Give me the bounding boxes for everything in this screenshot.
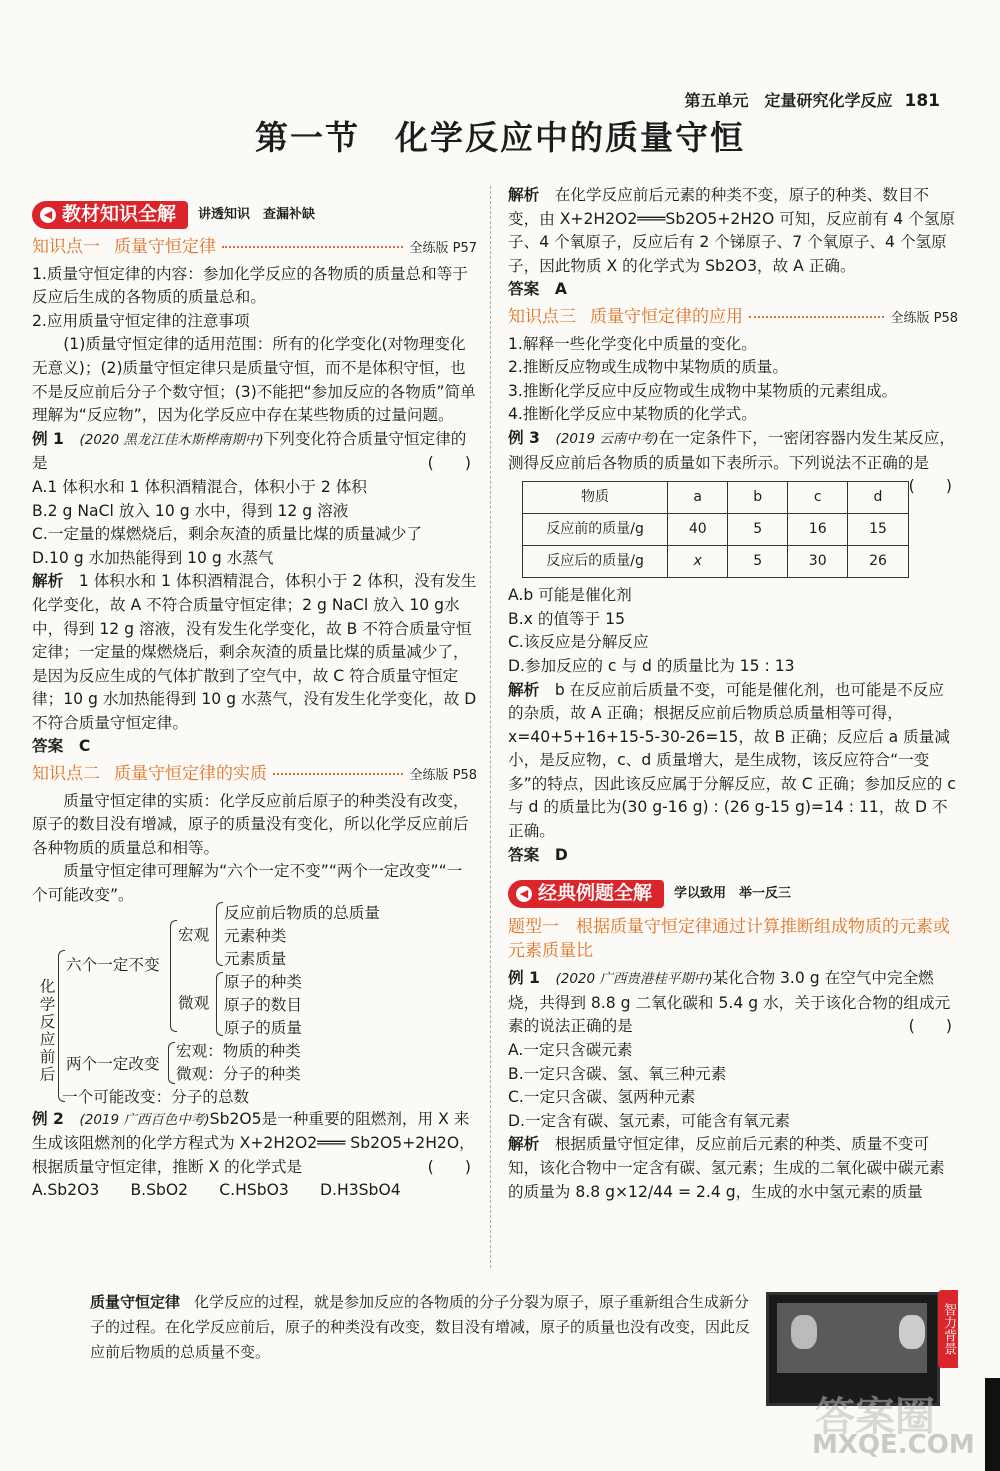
banner-label: 教材知识全解 <box>62 203 177 226</box>
speaker-icon: ◀ <box>40 207 56 223</box>
example-4: 例 1 (2020 广西贵港桂平期中)某化合物 3.0 g 在空气中完全燃烧，共得到 8.8 g 二氧化碳和 5.4 g 水，关于该化合物的组成元素的说法正确的是 ( ) <box>508 969 952 1036</box>
option: B.x 的值等于 15 <box>508 609 626 628</box>
unit-title: 定量研究化学反应 <box>764 91 893 110</box>
table-row: 物质 a b c d <box>523 482 909 514</box>
tree-macro: 宏观 <box>178 925 210 944</box>
banner-subtitle: 学以致用 举一反三 <box>674 886 792 902</box>
answer: 答案 C <box>32 737 91 756</box>
section-banner-knowledge <box>32 200 477 230</box>
right-column <box>508 184 958 1204</box>
portrait-icon <box>899 1315 925 1349</box>
side-tab: 智力背景 <box>938 1290 958 1368</box>
options-row: A.Sb2O3 B.SbO2 C.HSbO3 D.H3SbO4 <box>32 1181 401 1200</box>
list-item: 4.推断化学反应中某物质的化学式。 <box>508 405 757 424</box>
mass-table <box>522 481 909 578</box>
page-header <box>684 88 940 111</box>
option: D.参加反应的 c 与 d 的质量比为 15 : 13 <box>508 656 795 675</box>
analysis: 解析 b 在反应前后质量不变，可能是催化剂，也可能是不反应的杂质，故 A 正确；根据反应前后物质总质量相等可得，x=40+5+16+15-5-30-26=15，故 B 正确；反应后 a 质量减小，是反应物，c、d 质量增大，是生成物，该反应符合“一变多”的特点，因此该反应属于分解反应，故 C 正确；参加反应的 c 与 d 的质量比为(30 g-16 g) : (26 g-15 g)=14 : 11，故 D 不正确。 <box>508 680 956 841</box>
option: C.一定只含碳、氢两种元素 <box>508 1088 696 1107</box>
watermark-url: MXQE.COM <box>812 1430 975 1460</box>
option: A.b 可能是催化剂 <box>508 586 632 605</box>
unit-number: 第五单元 <box>684 91 749 110</box>
paragraph: 2.应用质量守恒定律的注意事项 <box>32 311 250 330</box>
option: D.一定含有碳、氢元素，可能含有氧元素 <box>508 1111 791 1130</box>
option: C.该反应是分解反应 <box>508 633 649 652</box>
table-row: 反应后的质量/g x 5 30 26 <box>523 546 909 578</box>
question-type: 题型一 根据质量守恒定律通过计算推断组成物质的元素或元素质量比 <box>508 917 950 962</box>
analysis: 解析 1 体积水和 1 体积酒精混合，体积小于 2 体积，没有发生化学变化，故 A 不符合质量守恒定律；2 g NaCl 放入 10 g水中，得到 12 g 溶液，没有发生化学变化，故 B 不符合质量守恒定律；一定量的煤燃烧后，剩余灰渣的质量比煤的质量减少了，是因为反应生成的气体扩散到了空气中，故 C 符合质量守恒定律；10 g 水加热能得到 10 g 水蒸气，没有发生化学变化，故 D 不符合质量守恒定律。 <box>32 572 477 732</box>
knowledge-point-2: 知识点二 质量守恒定律的实质 全练版 P58 <box>32 764 477 785</box>
classification-tree: 化学反应前后 六个一定不变 宏观 微观 反应前后物质的总质量 元素种类 元素质量 原子的种类 原子的数目 原子的质量 两个一定改变 宏观：物质的种类 微观：分子的种类 一个可能改变：分子的总数 <box>32 908 477 1108</box>
analysis: 解析 根据质量守恒定律，反应前后元素的种类、质量不变可知，该化合物中一定含有碳、氢元素；生成的二氧化碳中碳元素的质量为 8.8 g×12/44 = 2.4 g，生成的水中氢元素的质量 <box>508 1135 945 1201</box>
banner-subtitle: 讲透知识 查漏补缺 <box>198 207 316 223</box>
tree-micro: 微观 <box>178 993 210 1012</box>
option: B.2 g NaCl 放入 10 g 水中，得到 12 g 溶液 <box>32 501 349 520</box>
left-column <box>32 196 477 1203</box>
analysis: 解析 在化学反应前后元素的种类不变，原子的种类、数目不变，由 X+2H2O2═══Sb2O5+2H2O 可知，反应前有 4 个氢原子、4 个氧原子，反应后有 2 个锑原子、7 个氧原子、4 个氢原子，因此物质 X 的化学式为 Sb2O3，故 A 正确。 <box>508 186 955 275</box>
speaker-icon: ◀ <box>516 886 532 902</box>
option: A.一定只含碳元素 <box>508 1041 633 1060</box>
example-3: 例 3 (2019 云南中考)在一定条件下，一密闭容器内发生某反应，测得反应前后各物质的质量如下表所示。下列说法不正确的是 ( ) <box>508 428 955 496</box>
banner-label: 经典例题全解 <box>538 882 653 905</box>
page-number: 181 <box>904 91 940 111</box>
knowledge-point-3: 知识点三 质量守恒定律的应用 全练版 P58 <box>508 306 958 327</box>
list-item: 3.推断化学反应中反应物或生成物中某物质的元素组成。 <box>508 381 898 400</box>
example-1: 例 1 (2020 黑龙江佳木斯桦南期中)下列变化符合质量守恒定律的是 ( ) <box>32 429 471 473</box>
column-divider <box>490 186 492 1268</box>
tree-six: 六个一定不变 <box>66 955 160 974</box>
page-edge <box>985 1378 1000 1471</box>
knowledge-point-1: 知识点一 质量守恒定律 全练版 P57 <box>32 237 477 257</box>
answer: 答案 A <box>508 280 567 299</box>
paragraph: (1)质量守恒定律的适用范围：所有的化学变化(对物理变化无意义)；(2)质量守恒定律只是质量守恒，而不是体积守恒，也不是反应前后分子个数守恒；(3)不能把“参加反应的各物质”简单理解为“反应物”，因为化学反应中存在某些物质的过量问题。 <box>32 335 476 425</box>
option: C.一定量的煤燃烧后，剩余灰渣的质量比煤的质量减少了 <box>32 525 423 544</box>
paragraph: 质量守恒定律的实质：化学反应前后原子的种类没有改变，原子的数目没有增减，原子的质量没有变化，所以化学反应前后各种物质的质量总和相等。 <box>32 791 469 857</box>
list-item: 1.解释一些化学变化中质量的变化。 <box>508 334 757 353</box>
list-item: 2.推断反应物或生成物中某物质的质量。 <box>508 358 788 377</box>
tree-root: 化学反应前后 <box>37 977 56 1084</box>
table-row: 反应前的质量/g 40 5 16 15 <box>523 514 909 546</box>
example-2: 例 2 (2019 广西百色中考)Sb2O5是一种重要的阻燃剂，用 X 来生成该阻燃剂的化学方程式为 X+2H2O2═══ Sb2O5+2H2O，根据质量守恒定律，推断 X 的化学式是 ( ) <box>32 1109 475 1176</box>
option: B.一定只含碳、氢、氧三种元素 <box>508 1064 727 1083</box>
option: A.1 体积水和 1 体积酒精混合，体积小于 2 体积 <box>32 477 367 496</box>
section-banner-examples <box>508 879 958 909</box>
answer: 答案 D <box>508 845 568 864</box>
tree-one: 一个可能改变：分子的总数 <box>62 1087 250 1106</box>
footnote-key: 质量守恒定律 <box>90 1293 181 1311</box>
paragraph: 1.质量守恒定律的内容：参加化学反应的各物质的质量总和等于反应后生成的各物质的质量总和。 <box>32 264 468 307</box>
footnote <box>90 1290 750 1365</box>
paragraph: 质量守恒定律可理解为“六个一定不变”“两个一定改变”“一个可能改变”。 <box>32 862 463 905</box>
tree-two: 两个一定改变 <box>66 1054 160 1073</box>
option: D.10 g 水加热能得到 10 g 水蒸气 <box>32 548 274 567</box>
page-title: 第一节 化学反应中的质量守恒 <box>255 118 745 157</box>
footnote-text: 化学反应的过程，就是参加反应的各物质的分子分裂为原子，原子重新组合生成新分子的过程。在化学反应前后，原子的种类没有改变，数目没有增减，原子的质量也没有改变，因此反应前后物质的总质量不变。 <box>90 1293 751 1361</box>
watermark-logo: 答案圈 <box>815 1394 935 1440</box>
portrait-icon <box>791 1315 817 1349</box>
